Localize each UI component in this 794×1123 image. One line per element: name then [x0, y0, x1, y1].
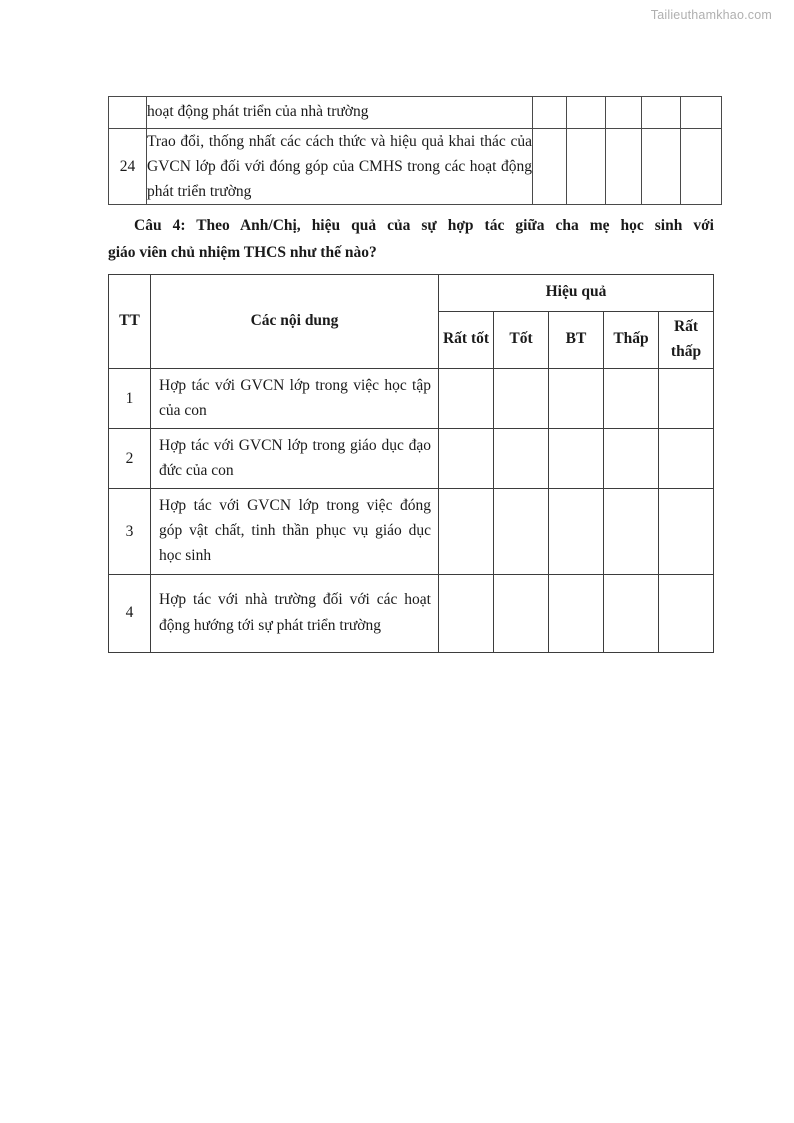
question-line-2: giáo viên chủ nhiệm THCS như thế nào?: [108, 244, 377, 262]
table-row: [109, 368, 714, 428]
rating-cell-low[interactable]: [604, 489, 659, 574]
row-content-cell: Hợp tác với GVCN lớp trong việc đóng góp vật chất, tinh thần phục vụ giáo dục học sinh: [151, 489, 439, 574]
header-content: Các nội dung: [151, 274, 439, 368]
rating-cell-very-low[interactable]: [659, 428, 714, 488]
answer-cell[interactable]: [681, 129, 722, 205]
table-effectiveness-head: [109, 274, 714, 368]
question-line-1: Câu 4: Theo Anh/Chị, hiệu quả của sự hợp tác giữa cha mẹ học sinh với: [134, 217, 714, 235]
rating-cell-very-good[interactable]: [439, 574, 494, 652]
site-watermark: Tailieuthamkhao.com: [650, 8, 772, 22]
answer-cell[interactable]: [642, 97, 681, 129]
table-row: [109, 428, 714, 488]
header-tt: TT: [109, 274, 151, 368]
rating-cell-very-low[interactable]: [659, 574, 714, 652]
answer-cell[interactable]: [567, 129, 606, 205]
row-content-cell: Trao đổi, thống nhất các cách thức và hiệu quả khai thác của GVCN lớp đối với đóng góp của CMHS trong các hoạt động phát triển trường: [147, 129, 533, 205]
header-scale-very-good: Rất tốt: [439, 311, 494, 368]
answer-cell[interactable]: [606, 129, 642, 205]
rating-cell-very-low[interactable]: [659, 368, 714, 428]
row-number-cell: [109, 97, 147, 129]
rating-cell-good[interactable]: [494, 574, 549, 652]
row-content-cell: Hợp tác với nhà trường đối với các hoạt động hướng tới sự phát triển trường: [151, 574, 439, 652]
answer-cell[interactable]: [681, 97, 722, 129]
rating-cell-very-good[interactable]: [439, 489, 494, 574]
rating-cell-low[interactable]: [604, 428, 659, 488]
table-row: [109, 574, 714, 652]
rating-cell-good[interactable]: [494, 489, 549, 574]
question-heading: [108, 213, 714, 266]
row-number-cell: 24: [109, 129, 147, 205]
rating-cell-very-good[interactable]: [439, 428, 494, 488]
rating-cell-good[interactable]: [494, 368, 549, 428]
table-header-row-group: [109, 274, 714, 311]
table-row: [109, 489, 714, 574]
header-group-effectiveness: Hiệu quả: [439, 274, 714, 311]
table-effectiveness-body: [109, 368, 714, 652]
rating-cell-normal[interactable]: [549, 428, 604, 488]
answer-cell[interactable]: [567, 97, 606, 129]
row-number-cell: 4: [109, 574, 151, 652]
row-content-cell: Hợp tác với GVCN lớp trong việc học tập của con: [151, 368, 439, 428]
row-content-cell: Hợp tác với GVCN lớp trong giáo dục đạo đức của con: [151, 428, 439, 488]
row-number-cell: 2: [109, 428, 151, 488]
rating-cell-very-low[interactable]: [659, 489, 714, 574]
page-content: [108, 96, 714, 653]
answer-cell[interactable]: [533, 97, 567, 129]
table-cooperation-effectiveness: [108, 274, 714, 653]
table-cooperation-content-continued: [108, 96, 722, 205]
header-scale-good: Tốt: [494, 311, 549, 368]
answer-cell[interactable]: [533, 129, 567, 205]
row-number-cell: 1: [109, 368, 151, 428]
answer-cell[interactable]: [642, 129, 681, 205]
table-continuation-body: [109, 97, 722, 205]
rating-cell-low[interactable]: [604, 574, 659, 652]
row-content-cell: hoạt động phát triển của nhà trường: [147, 97, 533, 129]
rating-cell-very-good[interactable]: [439, 368, 494, 428]
table-row: [109, 97, 722, 129]
rating-cell-good[interactable]: [494, 428, 549, 488]
table-row: [109, 129, 722, 205]
rating-cell-normal[interactable]: [549, 574, 604, 652]
answer-cell[interactable]: [606, 97, 642, 129]
rating-cell-normal[interactable]: [549, 489, 604, 574]
row-number-cell: 3: [109, 489, 151, 574]
rating-cell-low[interactable]: [604, 368, 659, 428]
rating-cell-normal[interactable]: [549, 368, 604, 428]
header-scale-very-low: Rất thấp: [659, 311, 714, 368]
header-scale-low: Thấp: [604, 311, 659, 368]
header-scale-normal: BT: [549, 311, 604, 368]
